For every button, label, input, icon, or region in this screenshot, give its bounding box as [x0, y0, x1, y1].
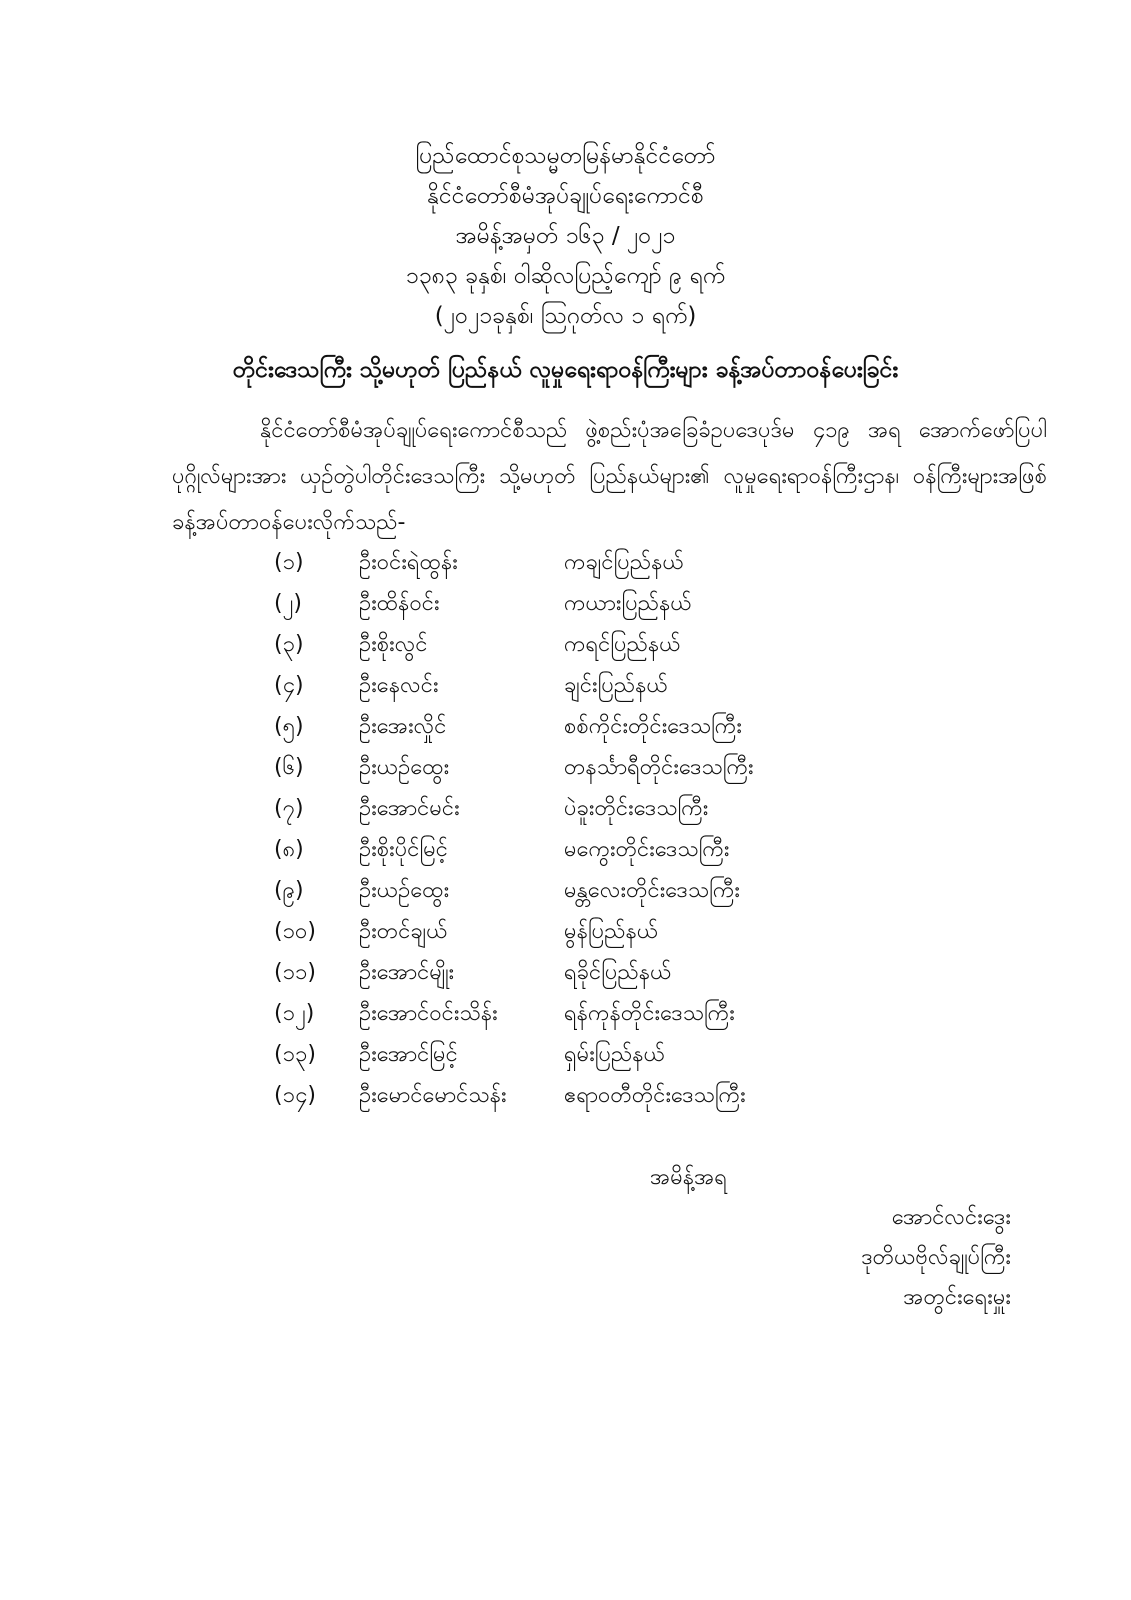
appointee-name: ဦးတင်ချယ်: [359, 919, 448, 944]
appointee-name: ဦးစိုးပိုင်မြင့်: [359, 837, 448, 862]
row-number: (၂): [274, 591, 302, 616]
row-number: (၇): [274, 796, 304, 821]
appointee-name: ဦးအောင်မျိုး: [359, 960, 455, 985]
region-name: ရှမ်းပြည်နယ်: [564, 1042, 666, 1067]
appointment-row: [270, 1075, 890, 1116]
appointment-row: [270, 706, 890, 747]
row-number: (၈): [274, 837, 304, 862]
appointee-name: ဦးစိုးလွင်: [359, 632, 428, 657]
appointee-name: ဦးမောင်မောင်သန်း: [359, 1083, 507, 1108]
appointee-name: ဦးအောင်မင်း: [359, 796, 460, 821]
header-country: ပြည်ထောင်စုသမ္မတမြန်မာနိုင်ငံတော်: [415, 143, 716, 169]
region-name: မကွေးတိုင်းဒေသကြီး: [564, 837, 730, 862]
region-name: ကရင်ပြည်နယ်: [564, 632, 681, 657]
appointment-list: [270, 542, 890, 1116]
appointee-name: ဦးဝင်းရဲထွန်း: [359, 550, 458, 575]
appointment-row: [270, 829, 890, 870]
region-name: ပဲခူးတိုင်းဒေသကြီး: [564, 796, 709, 821]
document-title: တိုင်းဒေသကြီး သို့မဟုတ် ပြည်နယ် လူမှုရေးရာဝန်ကြီးများ ခန့်အပ်တာဝန်ပေးခြင်း: [232, 357, 899, 383]
row-number: (၁): [274, 550, 304, 575]
appointee-name: ဦးယဉ်ထွေး: [359, 878, 450, 903]
row-number: (၆): [274, 755, 304, 780]
appointment-row: [270, 952, 890, 993]
signatory-title: အတွင်းရေးမှူး: [903, 1285, 1011, 1310]
region-name: ကချင်ပြည်နယ်: [564, 550, 684, 575]
appointee-name: ဦးထိန်ဝင်း: [359, 591, 440, 616]
appointment-row: [270, 911, 890, 952]
row-number: (၄): [274, 673, 304, 698]
by-order-label: အမိန့်အရ: [650, 1165, 727, 1190]
signatory-name: အောင်လင်းဒွေး: [891, 1205, 1011, 1230]
appointment-row: [270, 993, 890, 1034]
appointee-name: ဦးအေးလှိုင်: [359, 714, 447, 739]
appointment-row: [270, 870, 890, 911]
header-order-number: အမိန့်အမှတ် ၁၆၃ / ၂၀၂၁: [455, 223, 676, 249]
appointee-name: ဦးယဉ်ထွေး: [359, 755, 450, 780]
appointee-name: ဦးနေလင်း: [359, 673, 439, 698]
row-number: (၁၀): [274, 919, 316, 944]
row-number: (၁၃): [274, 1042, 316, 1067]
region-name: ရခိုင်ပြည်နယ်: [564, 960, 672, 985]
row-number: (၁၂): [274, 1001, 315, 1026]
region-name: ဧရာဝတီတိုင်းဒေသကြီး: [564, 1083, 746, 1108]
region-name: မန္တလေးတိုင်းဒေသကြီး: [564, 878, 740, 903]
region-name: ကယားပြည်နယ်: [564, 591, 692, 616]
region-name: ရန်ကုန်တိုင်းဒေသကြီး: [564, 1001, 735, 1026]
appointment-row: [270, 1034, 890, 1075]
appointment-row: [270, 624, 890, 665]
signatory-rank: ဒုတိယဗိုလ်ချုပ်ကြီး: [861, 1245, 1011, 1270]
row-number: (၉): [274, 878, 304, 903]
header-myanmar-date: ၁၃၈၃ ခုနှစ်၊ ဝါဆိုလပြည့်ကျော် ၉ ရက်: [405, 263, 726, 289]
header-council: နိုင်ငံတော်စီမံအုပ်ချုပ်ရေးကောင်စီ: [427, 183, 704, 209]
appointment-row: [270, 747, 890, 788]
region-name: မွန်ပြည်နယ်: [564, 919, 659, 944]
appointment-row: [270, 788, 890, 829]
row-number: (၁၄): [274, 1083, 316, 1108]
appointment-row: [270, 583, 890, 624]
row-number: (၁၁): [274, 960, 316, 985]
region-name: စစ်ကိုင်းတိုင်းဒေသကြီး: [564, 714, 742, 739]
region-name: တနင်္သာရီတိုင်းဒေသကြီး: [564, 755, 754, 780]
row-number: (၃): [274, 632, 304, 657]
region-name: ချင်းပြည်နယ်: [564, 673, 668, 698]
header-gregorian-date: (၂၀၂၁ခုနှစ်၊ ဩဂုတ်လ ၁ ရက်): [434, 303, 697, 329]
body-paragraph: နိုင်ငံတော်စီမံအုပ်ချုပ်ရေးကောင်စီသည် ဖွဲ့စည်းပုံအခြေခံဥပဒေပုဒ်မ ၄၁၉ အရ အောက်ဖော်ပြပါပုဂ္ဂိုလ်များအား ယှဉ်တွဲပါတိုင်းဒေသကြီး သို့မဟုတ် ပြည်နယ်များ၏ လူမှုရေးရာဝန်ကြီးဌာန၊ ဝန်ကြီးများအဖြစ် ခန့်အပ်တာဝန်ပေးလိုက်သည်-: [172, 418, 1047, 535]
appointment-row: [270, 665, 890, 706]
appointee-name: ဦးအောင်ဝင်းသိန်း: [359, 1001, 498, 1026]
row-number: (၅): [274, 714, 304, 739]
appointment-row: [270, 542, 890, 583]
appointee-name: ဦးအောင်မြင့်: [359, 1042, 458, 1067]
